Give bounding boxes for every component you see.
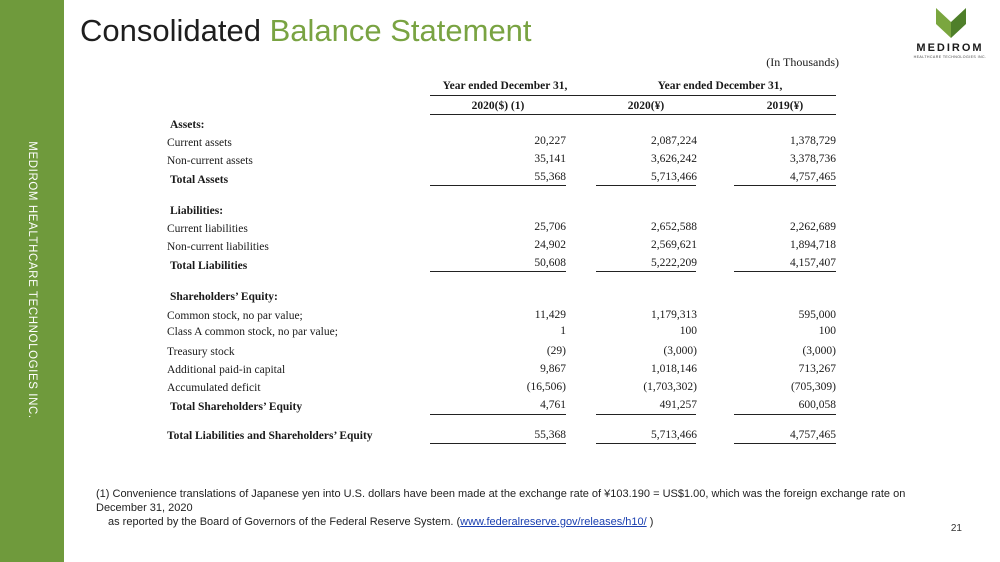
title-part-2: Balance Statement (269, 13, 532, 48)
cell-total-assets-jpy-2019: 4,757,465 (790, 171, 836, 183)
group-header-1: Year ended December 31, (442, 80, 568, 92)
cell-common-stock-jpy-2020: 1,179,313 (651, 309, 697, 321)
total-equity-rule-2 (596, 414, 696, 415)
row-label-accumulated-deficit: Accumulated deficit (167, 382, 261, 394)
cell-total-liabilities-jpy-2020: 5,222,209 (651, 257, 697, 269)
footnote-line-2-prefix: as reported by the Board of Governors of the Federal Reserve System. ( (108, 516, 461, 528)
cell-non-current-assets-jpy-2019: 3,378,736 (790, 153, 836, 165)
row-label-liabilities: Liabilities: (170, 205, 224, 217)
column-header-rule (430, 114, 836, 115)
cell-accumulated-deficit-jpy-2019: (705,309) (790, 381, 836, 393)
cell-class-a-stock-jpy-2020: 100 (679, 325, 697, 337)
cell-non-current-liabilities-jpy-2020: 2,569,621 (651, 239, 697, 251)
company-logo (906, 4, 994, 64)
footnote (96, 487, 956, 529)
footnote-line-2 (96, 515, 956, 529)
cell-class-a-stock-usd-2020: 1 (560, 325, 566, 337)
total-assets-rule-2 (596, 185, 696, 186)
total-equity-rule-3 (734, 414, 836, 415)
cell-total-equity-usd-2020: 4,761 (540, 399, 566, 411)
cell-non-current-assets-jpy-2020: 3,626,242 (651, 153, 697, 165)
cell-apic-jpy-2019: 713,267 (798, 363, 836, 375)
sidebar-company-name: MEDIROM HEALTHCARE TECHNOLOGIES INC. (26, 141, 38, 419)
row-label-current-assets: Current assets (167, 137, 232, 149)
cell-total-assets-jpy-2020: 5,713,466 (651, 171, 697, 183)
row-label-total-shareholders-equity: Total Shareholders’ Equity (170, 401, 303, 413)
cell-grand-total-usd-2020: 55,368 (534, 429, 566, 441)
grand-total-rule-3 (734, 443, 836, 444)
cell-current-assets-jpy-2020: 2,087,224 (651, 135, 697, 147)
cell-non-current-liabilities-jpy-2019: 1,894,718 (790, 239, 836, 251)
row-label-assets: Assets: (170, 119, 205, 131)
leaf-logo-icon (934, 6, 968, 40)
total-liabilities-rule-3 (734, 271, 836, 272)
column-header-usd-2020: 2020($) (1) (471, 100, 525, 112)
cell-total-equity-jpy-2020: 491,257 (659, 399, 697, 411)
cell-total-liabilities-usd-2020: 50,608 (534, 257, 566, 269)
total-equity-rule-1 (430, 414, 566, 415)
group-header-2: Year ended December 31, (657, 80, 783, 92)
total-assets-rule-1 (430, 185, 566, 186)
row-label-current-liabilities: Current liabilities (167, 223, 248, 235)
cell-treasury-stock-jpy-2019: (3,000) (802, 345, 836, 357)
row-label-total-assets: Total Assets (170, 174, 229, 186)
federal-reserve-link[interactable]: www.federalreserve.gov/releases/h10/ (460, 516, 647, 528)
cell-grand-total-jpy-2019: 4,757,465 (790, 429, 836, 441)
cell-total-liabilities-jpy-2019: 4,157,407 (790, 257, 836, 269)
cell-non-current-liabilities-usd-2020: 24,902 (534, 239, 566, 251)
cell-accumulated-deficit-usd-2020: (16,506) (526, 381, 566, 393)
cell-treasury-stock-jpy-2020: (3,000) (663, 345, 697, 357)
units-note: (In Thousands) (766, 55, 839, 69)
cell-total-equity-jpy-2019: 600,058 (798, 399, 836, 411)
cell-class-a-stock-jpy-2019: 100 (818, 325, 836, 337)
cell-treasury-stock-usd-2020: (29) (546, 345, 566, 357)
footnote-line-1: (1) Convenience translations of Japanese yen into U.S. dollars have been made at the exchange rate of ¥103.190 = US$1.00, which was the foreign exchange rate on December 31, 2020 (96, 488, 906, 514)
row-label-shareholders-equity: Shareholders’ Equity: (170, 291, 278, 303)
total-assets-rule-3 (734, 185, 836, 186)
cell-common-stock-usd-2020: 11,429 (534, 309, 566, 321)
cell-accumulated-deficit-jpy-2020: (1,703,302) (643, 381, 697, 393)
sidebar-band (0, 0, 64, 562)
cell-current-liabilities-jpy-2020: 2,652,588 (651, 221, 697, 233)
total-liabilities-rule-2 (596, 271, 696, 272)
cell-current-assets-usd-2020: 20,227 (534, 135, 566, 147)
row-label-treasury-stock: Treasury stock (167, 346, 235, 358)
cell-total-assets-usd-2020: 55,368 (534, 171, 566, 183)
row-label-class-a-common-stock: Class A common stock, no par value; (167, 326, 338, 338)
column-header-jpy-2019: 2019(¥) (766, 100, 804, 112)
row-label-total-liabilities: Total Liabilities (170, 260, 248, 272)
column-header-jpy-2020: 2020(¥) (627, 100, 665, 112)
logo-subtitle: HEALTHCARE TECHNOLOGIES INC. (913, 55, 987, 59)
cell-current-assets-jpy-2019: 1,378,729 (790, 135, 836, 147)
cell-apic-jpy-2020: 1,018,146 (651, 363, 697, 375)
cell-grand-total-jpy-2020: 5,713,466 (651, 429, 697, 441)
page-title (80, 12, 532, 50)
cell-non-current-assets-usd-2020: 35,141 (534, 153, 566, 165)
cell-common-stock-jpy-2019: 595,000 (798, 309, 836, 321)
title-part-1: Consolidated (80, 13, 261, 48)
total-liabilities-rule-1 (430, 271, 566, 272)
row-label-total-liabilities-and-equity: Total Liabilities and Shareholders’ Equity (167, 430, 373, 442)
row-label-non-current-liabilities: Non-current liabilities (167, 241, 269, 253)
cell-apic-usd-2020: 9,867 (540, 363, 566, 375)
footnote-line-2-suffix: ) (646, 516, 654, 528)
grand-total-rule-1 (430, 443, 566, 444)
row-label-additional-paid-in-capital: Additional paid-in capital (167, 364, 286, 376)
row-label-common-stock: Common stock, no par value; (167, 310, 303, 322)
grand-total-rule-2 (596, 443, 696, 444)
cell-current-liabilities-usd-2020: 25,706 (534, 221, 566, 233)
logo-name: MEDIROM (916, 42, 984, 54)
row-label-non-current-assets: Non-current assets (167, 155, 253, 167)
cell-current-liabilities-jpy-2019: 2,262,689 (790, 221, 836, 233)
page-number: 21 (950, 523, 962, 534)
header-rule (430, 95, 836, 96)
